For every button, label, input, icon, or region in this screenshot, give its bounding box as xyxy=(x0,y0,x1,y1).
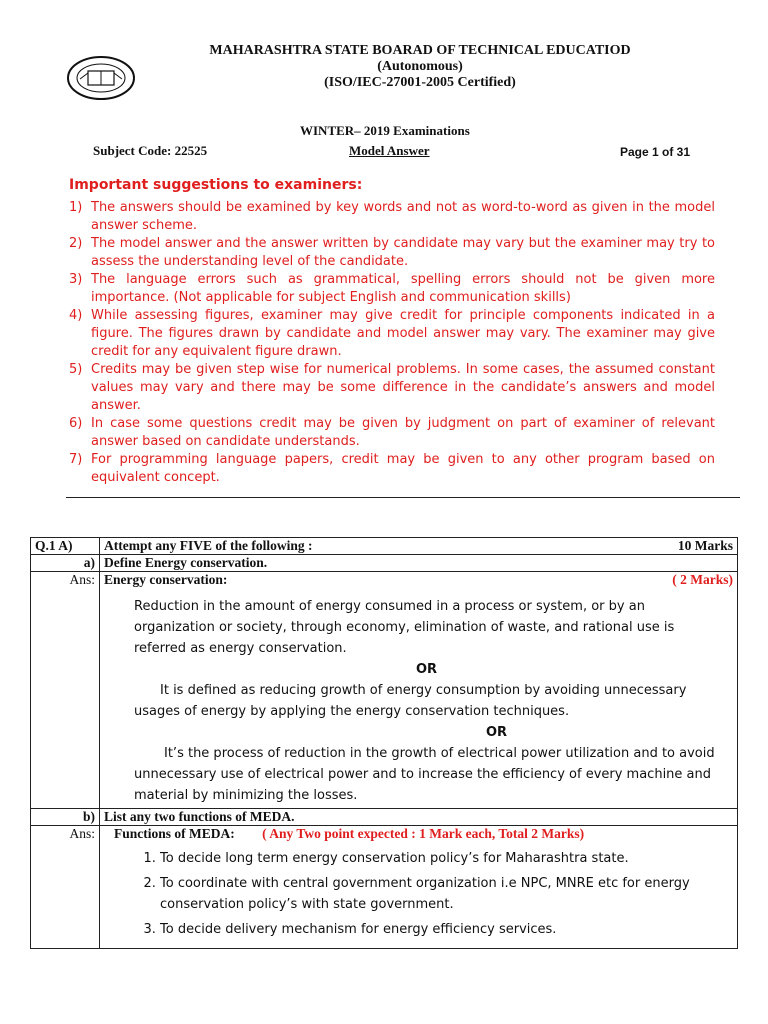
subquestion-text: Define Energy conservation. xyxy=(100,555,738,572)
suggestion-item: 4) While assessing figures, examiner may give credit for principle components indicated in a figure. The figures drawn by candidate and model answer may vary. The examiner may give credit for any equivalent figure drawn. xyxy=(69,308,715,359)
suggestion-item: 3) The language errors such as grammatical, spelling errors should not be given more importance. (Not applicable for subject English and communication skills) xyxy=(69,272,715,305)
ans-label: Ans: xyxy=(31,572,100,809)
divider-rule xyxy=(66,497,740,498)
suggestions-list xyxy=(69,199,715,487)
answer-heading: Functions of MEDA: xyxy=(114,826,235,841)
list-item: 2. To coordinate with central government organization i.e NPC, MNRE etc for energy conservation policy’s with state government. xyxy=(160,873,733,915)
autonomous-label: (Autonomous) xyxy=(377,59,463,74)
answer-paragraph: It is defined as reducing growth of energy consumption by avoiding unnecessary usages of energy by applying the energy conservation techniques. xyxy=(134,683,687,719)
or-separator: OR xyxy=(485,725,508,740)
ans-label: Ans: xyxy=(31,826,100,949)
meda-functions-list xyxy=(104,848,733,940)
suggestion-item: 2) The model answer and the answer written by candidate may vary but the examiner may try to assess the understanding level of the candidate. xyxy=(69,236,715,269)
answer-paragraph: It’s the process of reduction in the growth of electrical power utilization and to avoid unnecessary use of electrical power and to increase the efficiency of every machine and material by minimizing the losses. xyxy=(134,746,715,803)
question-table xyxy=(30,537,738,949)
table-row xyxy=(31,809,738,826)
suggestion-item: 1) The answers should be examined by key words and not as word-to-word as given in the model answer scheme. xyxy=(69,200,715,233)
subquestion-text: List any two functions of MEDA. xyxy=(100,809,738,826)
answer-marks: ( Any Two point expected : 1 Mark each, Total 2 Marks) xyxy=(262,826,585,841)
answer-cell xyxy=(100,572,738,809)
certification-label: (ISO/IEC-27001-2005 Certified) xyxy=(324,75,516,90)
or-separator: OR xyxy=(415,662,438,677)
question-header xyxy=(100,538,738,555)
list-item: 1. To decide long term energy conservation policy’s for Maharashtra state. xyxy=(160,848,733,869)
suggestion-item: 5) Credits may be given step wise for numerical problems. In some cases, the assumed constant values may vary and there may be some difference in the candidate’s answers and model answer. xyxy=(69,362,715,413)
list-item: 3. To decide delivery mechanism for energy efficiency services. xyxy=(160,919,733,940)
answer-marks: ( 2 Marks) xyxy=(672,572,733,587)
subject-code: Subject Code: 22525 xyxy=(93,143,208,158)
subquestion-label: b) xyxy=(31,809,100,826)
table-row xyxy=(31,538,738,555)
answer-heading: Energy conservation: xyxy=(104,572,228,587)
answer-paragraph: Reduction in the amount of energy consumed in a process or system, or by an organization or society, through economy, elimination of waste, and rational use is referred as energy conservation. xyxy=(134,599,675,656)
answer-cell xyxy=(100,826,738,949)
subquestion-label: a) xyxy=(31,555,100,572)
question-title: Attempt any FIVE of the following : xyxy=(104,538,313,553)
suggestion-item: 6) In case some questions credit may be given by judgment on part of examiner of relevant answer based on candidate understands. xyxy=(69,416,715,449)
suggestion-item: 7) For programming language papers, credit may be given to any other program based on equivalent concept. xyxy=(69,452,715,485)
board-name: MAHARASHTRA STATE BOARAD OF TECHNICAL EDUCATIOD xyxy=(209,43,631,58)
page-number: Page 1 of 31 xyxy=(620,145,691,159)
msbte-logo xyxy=(66,55,136,101)
table-row xyxy=(31,826,738,949)
question-number: Q.1 A) xyxy=(31,538,100,555)
exam-title: WINTER– 2019 Examinations xyxy=(300,123,470,138)
table-row xyxy=(31,555,738,572)
question-marks: 10 Marks xyxy=(677,538,733,553)
table-row xyxy=(31,572,738,809)
model-answer-title: Model Answer xyxy=(349,143,430,158)
suggestions-title: Important suggestions to examiners: xyxy=(69,177,363,193)
